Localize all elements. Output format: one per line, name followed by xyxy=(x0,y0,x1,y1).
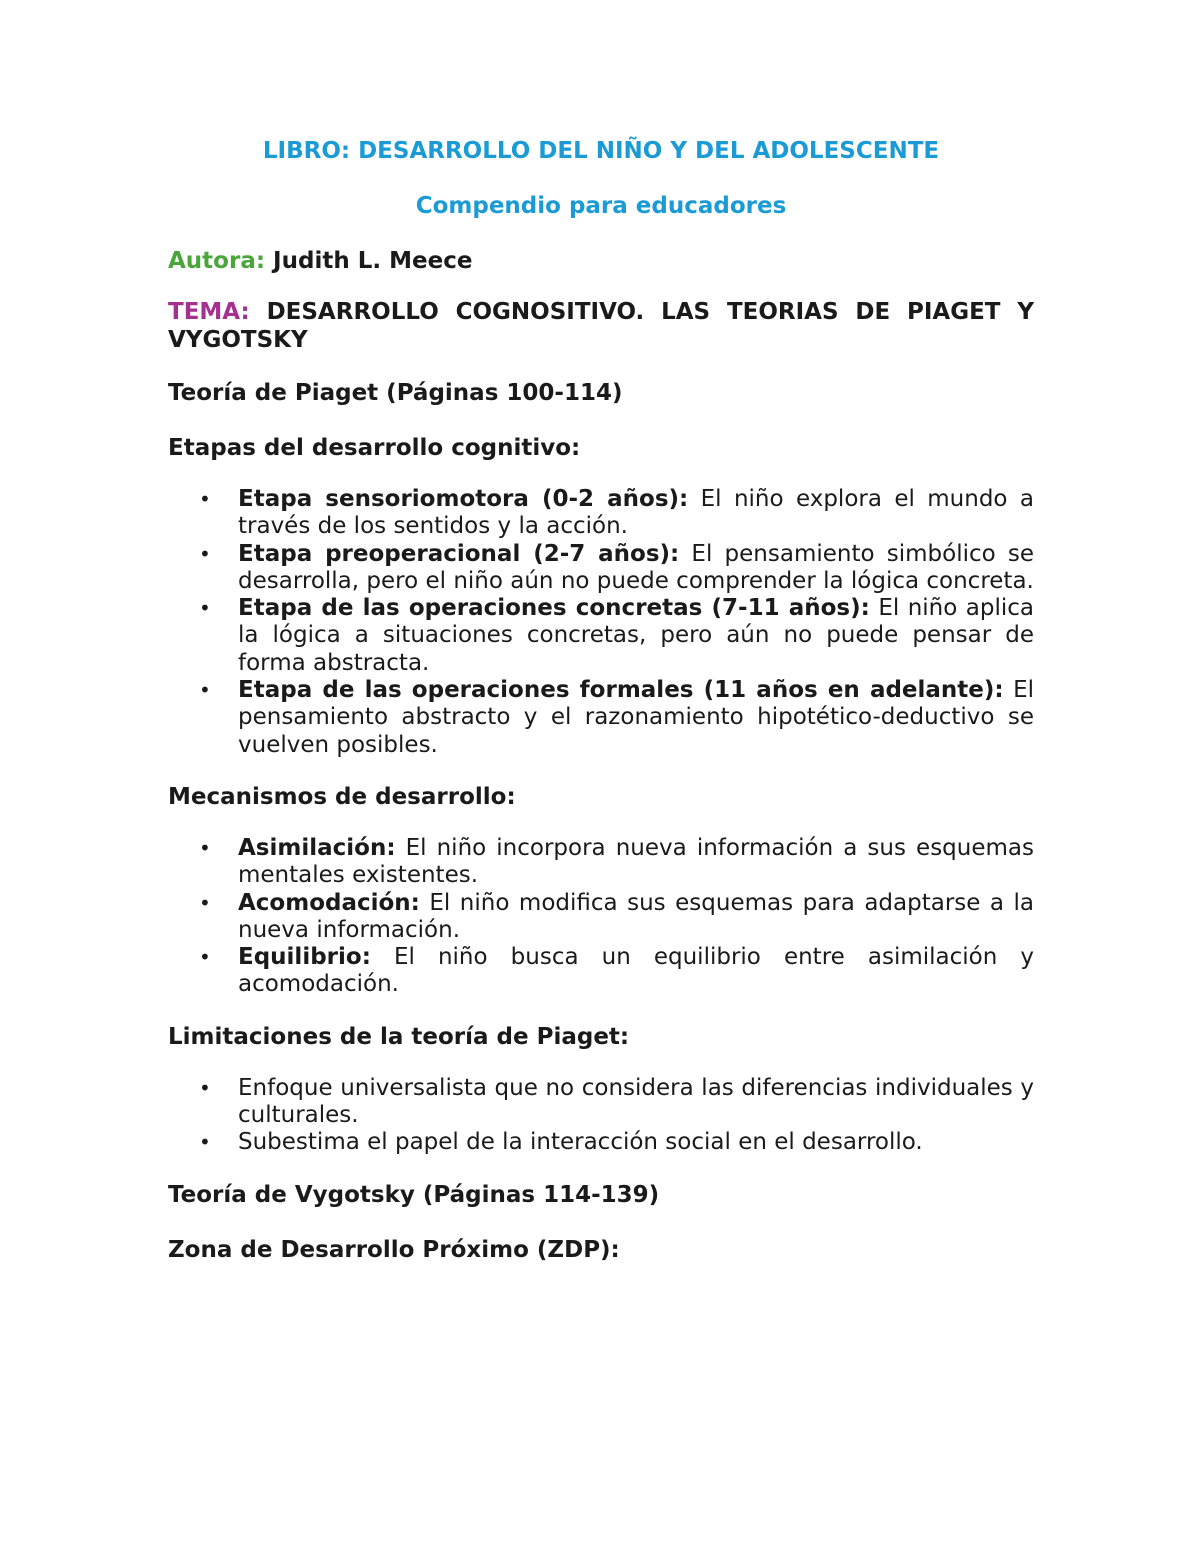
book-subtitle: Compendio para educadores xyxy=(415,193,787,219)
limitation-text: Subestima el papel de la interacción social en el desarrollo. xyxy=(238,1129,923,1156)
list-item xyxy=(168,595,1034,677)
limitations-heading: Limitaciones de la teoría de Piaget: xyxy=(168,1023,630,1050)
piaget-heading: Teoría de Piaget (Páginas 100-114) xyxy=(168,380,623,406)
stage-text: El pensamiento simbólico se desarrolla, pero el niño aún no puede comprender la lógica concreta. xyxy=(238,540,1035,594)
stage-text: El niño aplica la lógica a situaciones concretas, pero aún no puede pensar de forma abstracta. xyxy=(238,595,1035,676)
mechanisms-list xyxy=(168,835,1034,999)
stages-list xyxy=(168,486,1034,759)
book-title: LIBRO: DESARROLLO DEL NIÑO Y DEL ADOLESCENTE xyxy=(262,138,940,164)
author-line xyxy=(168,244,1034,278)
list-item xyxy=(168,835,1034,890)
mechanism-term: Equilibrio: xyxy=(238,944,371,971)
author-label: Autora: xyxy=(168,248,266,274)
bullet-icon: • xyxy=(199,596,211,621)
list-item xyxy=(168,944,1034,999)
mechanism-text: El niño modifica sus esquemas para adaptarse a la nueva información. xyxy=(238,889,1034,943)
bullet-icon: • xyxy=(199,541,211,566)
stage-term: Etapa de las operaciones formales (11 años en adelante): xyxy=(238,677,1004,704)
author-name: Judith L. Meece xyxy=(273,248,473,274)
bullet-icon: • xyxy=(199,678,211,703)
stages-heading: Etapas del desarrollo cognitivo: xyxy=(168,435,581,461)
stage-text: El pensamiento abstracto y el razonamiento hipotético-deductivo se vuelven posibles. xyxy=(238,677,1034,758)
list-item xyxy=(168,890,1034,945)
mechanisms-heading: Mecanismos de desarrollo: xyxy=(168,783,516,810)
mechanism-text: El niño incorpora nueva información a sus esquemas mentales existentes. xyxy=(238,834,1034,889)
stage-term: Etapa de las operaciones concretas (7-11 años): xyxy=(238,595,870,622)
stage-text: El niño explora el mundo a través de los sentidos y la acción. xyxy=(238,486,1034,540)
mechanism-term: Asimilación: xyxy=(238,834,396,861)
list-item xyxy=(168,486,1034,541)
stage-term: Etapa sensoriomotora (0-2 años): xyxy=(238,486,689,512)
list-item xyxy=(168,1129,1034,1156)
bullet-icon: • xyxy=(199,1075,211,1100)
stage-term: Etapa preoperacional (2-7 años): xyxy=(238,540,680,567)
zdp-heading: Zona de Desarrollo Próximo (ZDP): xyxy=(168,1236,620,1263)
limitations-list xyxy=(168,1075,1034,1157)
vygotsky-heading: Teoría de Vygotsky (Páginas 114-139) xyxy=(168,1181,660,1208)
bullet-icon: • xyxy=(199,890,211,915)
document-page xyxy=(168,134,1034,1288)
mechanism-text: El niño busca un equilibrio entre asimilación y acomodación. xyxy=(238,944,1034,998)
list-item xyxy=(168,541,1034,596)
bullet-icon: • xyxy=(199,945,211,970)
tema-line xyxy=(168,299,1034,354)
list-item xyxy=(168,1075,1034,1130)
list-item xyxy=(168,677,1034,759)
bullet-icon: • xyxy=(199,487,211,511)
bullet-icon: • xyxy=(199,835,211,860)
limitation-text: Enfoque universalista que no considera las diferencias individuales y culturales. xyxy=(238,1074,1034,1129)
bullet-icon: • xyxy=(199,1130,211,1155)
tema-text: DESARROLLO COGNOSITIVO. LAS TEORIAS DE PIAGET Y VYGOTSKY xyxy=(168,299,1034,353)
mechanism-term: Acomodación: xyxy=(238,889,420,916)
tema-label: TEMA: xyxy=(168,299,250,325)
